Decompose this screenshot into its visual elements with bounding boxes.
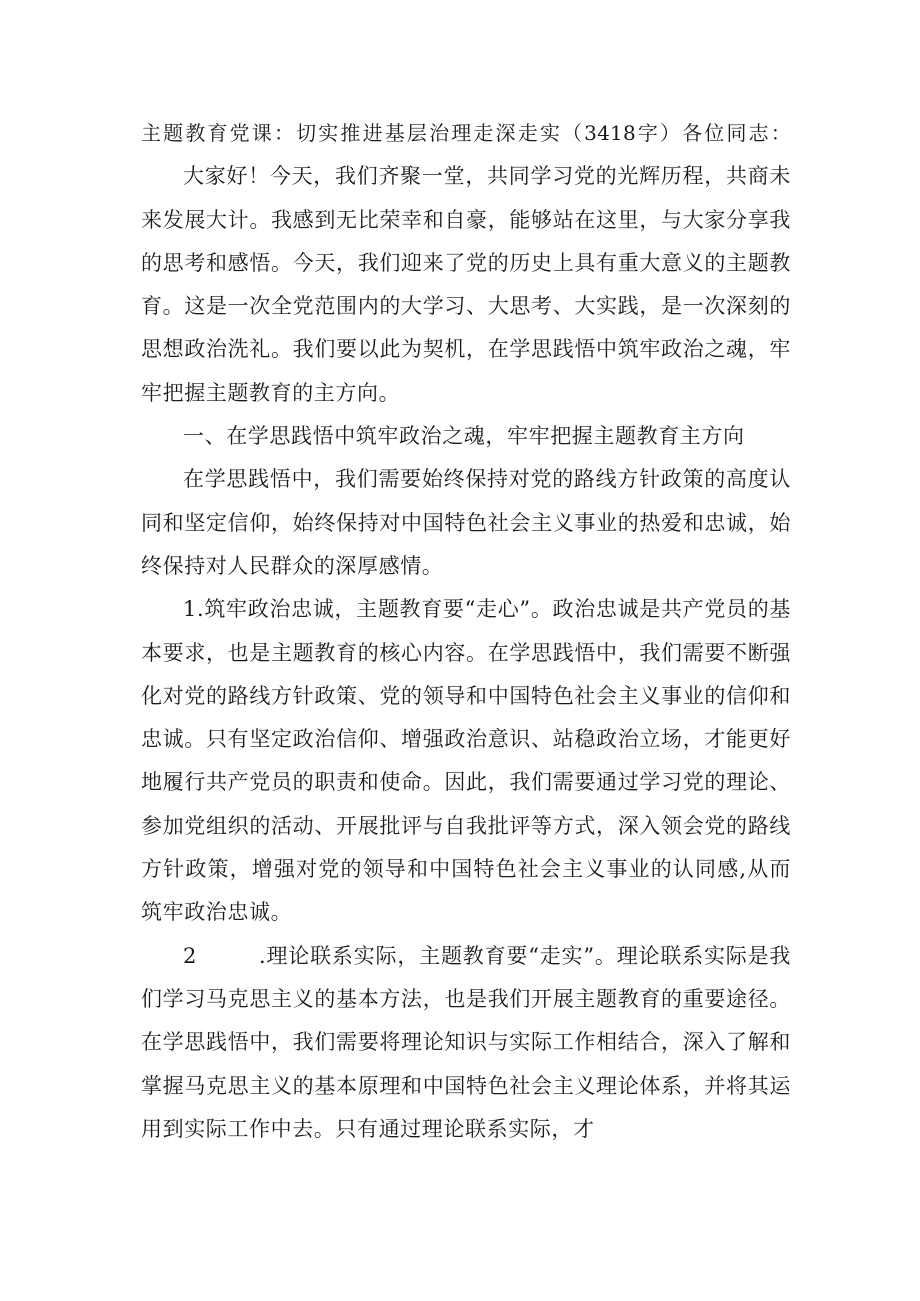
section-1-intro-paragraph: 在学思践悟中，我们需要始终保持对党的路线方针政策的高度认同和坚定信仰，始终保持对中国特色社会主义事业的热爱和忠诚，始终保持对人民群众的深厚感情。 <box>141 467 791 578</box>
document-title: 主题教育党课：切实推进基层治理走深走实（3418字）各位同志： <box>141 121 791 145</box>
point-2-number: 2 <box>183 943 197 968</box>
point-2-text: .理论联系实际，主题教育要“走实”。理论联系实际是我们学习马克思主义的基本方法，也是我们开展主题教育的重要途径。在学思践悟中，我们需要将理论知识与实际工作相结合，深入了解和掌握马克思主义的基本原理和中国特色社会主义理论体系，并将其运用到实际工作中去。只有通过理论联系实际，才 <box>141 943 791 1141</box>
point-1-paragraph: 1.筑牢政治忠诚，主题教育要“走心”。政治忠诚是共产党员的基本要求，也是主题教育的核心内容。在学思践悟中，我们需要不断强化对党的路线方针政策、党的领导和中国特色社会主义事业的信仰和忠诚。只有坚定政治信仰、增强政治意识、站稳政治立场，才能更好地履行共产党员的职责和使命。因此，我们需要通过学习党的理论、参加党组织的活动、开展批评与自我批评等方式，深入领会党的路线方针政策，增强对党的领导和中国特色社会主义事业的认同感,从而筑牢政治忠诚。 <box>141 597 791 925</box>
section-1-heading: 一、在学思践悟中筑牢政治之魂，牢牢把握主题教育主方向 <box>183 424 745 449</box>
intro-paragraph: 大家好！今天，我们齐聚一堂，共同学习党的光辉历程，共商未来发展大计。我感到无比荣幸和自豪，能够站在这里，与大家分享我的思考和感悟。今天，我们迎来了党的历史上具有重大意义的主题教育。这是一次全党范围内的大学习、大思考、大实践，是一次深刻的思想政治洗礼。我们要以此为契机，在学思践悟中筑牢政治之魂，牢牢把握主题教育的主方向。 <box>141 164 791 405</box>
point-2-paragraph <box>141 935 791 1151</box>
document-body <box>141 112 791 1151</box>
